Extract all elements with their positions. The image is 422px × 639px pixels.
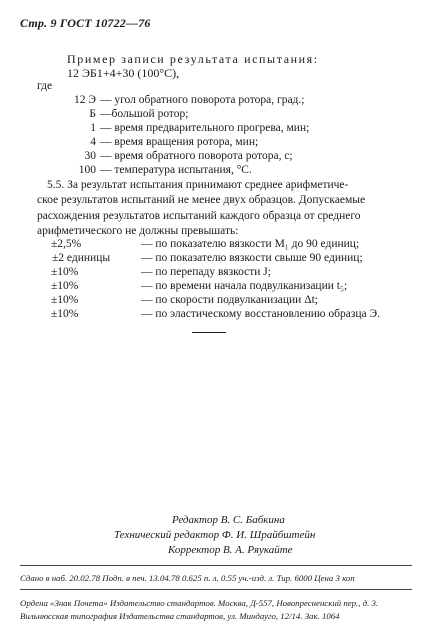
tolerance-row bbox=[37, 266, 412, 280]
legend-item bbox=[30, 164, 410, 178]
legend-item bbox=[30, 108, 410, 122]
legend-item bbox=[30, 122, 410, 136]
imprint-line: Вильнюсская типография Издательства стандартов, ул. Миндауго, 12/14. Зак. 1064 bbox=[20, 611, 340, 621]
tolerance-text: — по эластическому восстановлению образца Э. bbox=[141, 308, 380, 320]
legend-text: — угол обратного поворота ротора, град.; bbox=[100, 94, 305, 106]
legend-item bbox=[30, 150, 410, 164]
tolerance-value: ±10% bbox=[51, 266, 79, 278]
tolerance-text: — по показателю вязкости M₁ до 90 единиц; bbox=[141, 238, 360, 250]
tech-editor-credit: Технический редактор Ф. И. Шрайбштейн bbox=[114, 529, 316, 541]
tolerance-text: — по показателю вязкости свыше 90 единиц; bbox=[141, 252, 363, 264]
imprint-line: Сдано в наб. 20.02.78 Подп. в печ. 13.04.78 0.625 п. л. 0.55 уч.-изд. л. Тир. 6000 Цена 3 коп bbox=[20, 573, 355, 583]
tolerance-row bbox=[37, 294, 412, 308]
paragraph-line: ское результатов испытаний не менее двух образцов. Допускаемые bbox=[37, 194, 366, 207]
paragraph-line: расхождения результатов испытаний каждого образца от среднего bbox=[37, 209, 361, 222]
tolerance-value: ±2 единицы bbox=[52, 252, 111, 264]
legend-symbol: 12 Э bbox=[74, 94, 96, 106]
legend-symbol: 100 bbox=[78, 164, 96, 176]
tolerance-value: ±10% bbox=[51, 280, 79, 292]
page-header: Стр. 9 ГОСТ 10722—76 bbox=[20, 16, 151, 30]
section-divider bbox=[192, 332, 226, 333]
legend-item bbox=[30, 136, 410, 150]
legend-symbol: 1 bbox=[90, 122, 96, 134]
legend-text: — время предварительного прогрева, мин; bbox=[100, 122, 310, 134]
legend-item bbox=[30, 94, 410, 108]
example-formula: 12 ЭБ1+4+30 (100°С), bbox=[67, 66, 180, 80]
paragraph-line: 5.5. За результат испытания принимают среднее арифметиче- bbox=[47, 179, 349, 191]
legend-text: —большой ротор; bbox=[100, 108, 189, 120]
legend-text: — температура испытания, °С. bbox=[100, 164, 252, 176]
legend-symbol: 30 bbox=[84, 150, 96, 162]
tolerance-text: — по перепаду вязкости J; bbox=[141, 266, 271, 278]
imprint-line: Ордена «Знак Почета» Издательство стандартов. Москва, Д-557, Новопресненский пер., д. 3. bbox=[20, 598, 379, 608]
tolerance-value: ±10% bbox=[51, 308, 79, 320]
paragraph-5-5 bbox=[37, 178, 409, 239]
legend-text: — время обратного поворота ротора, с; bbox=[100, 150, 293, 162]
imprint-rule-bottom bbox=[20, 589, 412, 590]
tolerance-row bbox=[37, 238, 412, 252]
legend-intro: где bbox=[37, 80, 53, 92]
imprint-rule-top bbox=[20, 565, 412, 566]
tolerance-row bbox=[37, 280, 412, 294]
tolerance-value: ±2,5% bbox=[51, 238, 82, 250]
tolerance-text: — по скорости подвулканизации Δt; bbox=[141, 294, 318, 306]
legend-symbol: 4 bbox=[90, 136, 96, 148]
legend-text: — время вращения ротора, мин; bbox=[100, 136, 259, 148]
tolerance-text: — по времени начала подвулканизации t₅; bbox=[141, 280, 348, 292]
paragraph-line: арифметического не должны превышать: bbox=[37, 224, 239, 237]
corrector-credit: Корректор В. А. Ряукайте bbox=[168, 544, 293, 556]
legend-symbol: Б bbox=[89, 108, 96, 120]
editor-credit: Редактор В. С. Бабкина bbox=[172, 514, 285, 526]
tolerance-value: ±10% bbox=[51, 294, 79, 306]
example-title: Пример записи результата испытания: bbox=[67, 52, 319, 66]
tolerance-row bbox=[37, 252, 412, 266]
tolerance-row bbox=[37, 308, 412, 322]
